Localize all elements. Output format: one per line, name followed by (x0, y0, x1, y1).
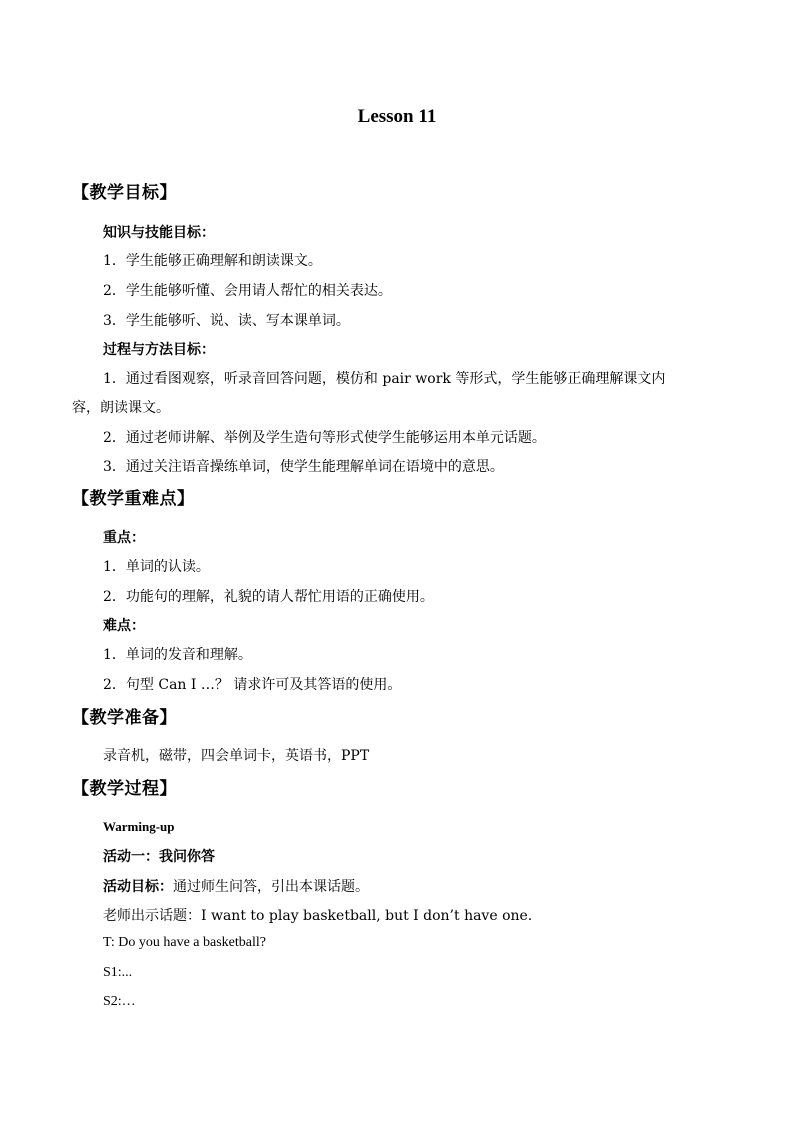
process-item-continuation: 容，朗读课文。 (72, 400, 170, 416)
process-item: 2．通过老师讲解、举例及学生造句等形式使学生能够运用本单元话题。 (103, 430, 546, 446)
activity-goal (103, 876, 369, 896)
process-item: 3．通过关注语音操练单词，使学生能理解单词在语境中的意思。 (103, 459, 504, 475)
process-item: 1．通过看图观察，听录音回答问题，模仿和 pair work 等形式，学生能够正确理解课文内 (103, 371, 666, 387)
focus-item: 2．功能句的理解，礼貌的请人帮忙用语的正确使用。 (103, 589, 434, 605)
difficulty-label: 难点： (103, 618, 145, 634)
dialog-line: T: Do you have a basketball? (103, 935, 266, 950)
dialog-line: S2:… (103, 994, 136, 1009)
preparation-text: 录音机，磁带，四会单词卡，英语书，PPT (103, 748, 370, 764)
section-heading-objectives: 【教学目标】 (72, 183, 177, 203)
knowledge-item: 2．学生能够听懂、会用请人帮忙的相关表达。 (103, 283, 392, 299)
activity-goal-text: 通过师生问答，引出本课话题。 (173, 879, 369, 895)
page-title: Lesson 11 (357, 106, 437, 127)
process-methods-label: 过程与方法目标： (103, 342, 215, 358)
teacher-topic-line: 老师出示话题：I want to play basketball, but I don’t have one. (103, 908, 533, 924)
section-heading-preparation: 【教学准备】 (72, 708, 177, 728)
knowledge-item: 3．学生能够听、说、读、写本课单词。 (103, 313, 350, 329)
difficulty-item: 2．句型 Can I …？ 请求许可及其答语的使用。 (103, 677, 402, 693)
activity-title: 活动一：我问你答 (103, 849, 215, 865)
section-heading-process: 【教学过程】 (72, 779, 177, 799)
section-heading-key-points: 【教学重难点】 (72, 489, 195, 509)
warmup-label: Warming-up (103, 819, 175, 834)
knowledge-item: 1．学生能够正确理解和朗读课文。 (103, 253, 322, 269)
activity-goal-label: 活动目标： (103, 879, 173, 895)
difficulty-item: 1．单词的发音和理解。 (103, 647, 252, 663)
focus-label: 重点： (103, 530, 145, 546)
knowledge-skills-label: 知识与技能目标： (103, 225, 215, 241)
focus-item: 1．单词的认读。 (103, 559, 210, 575)
dialog-line: S1:... (103, 965, 133, 980)
